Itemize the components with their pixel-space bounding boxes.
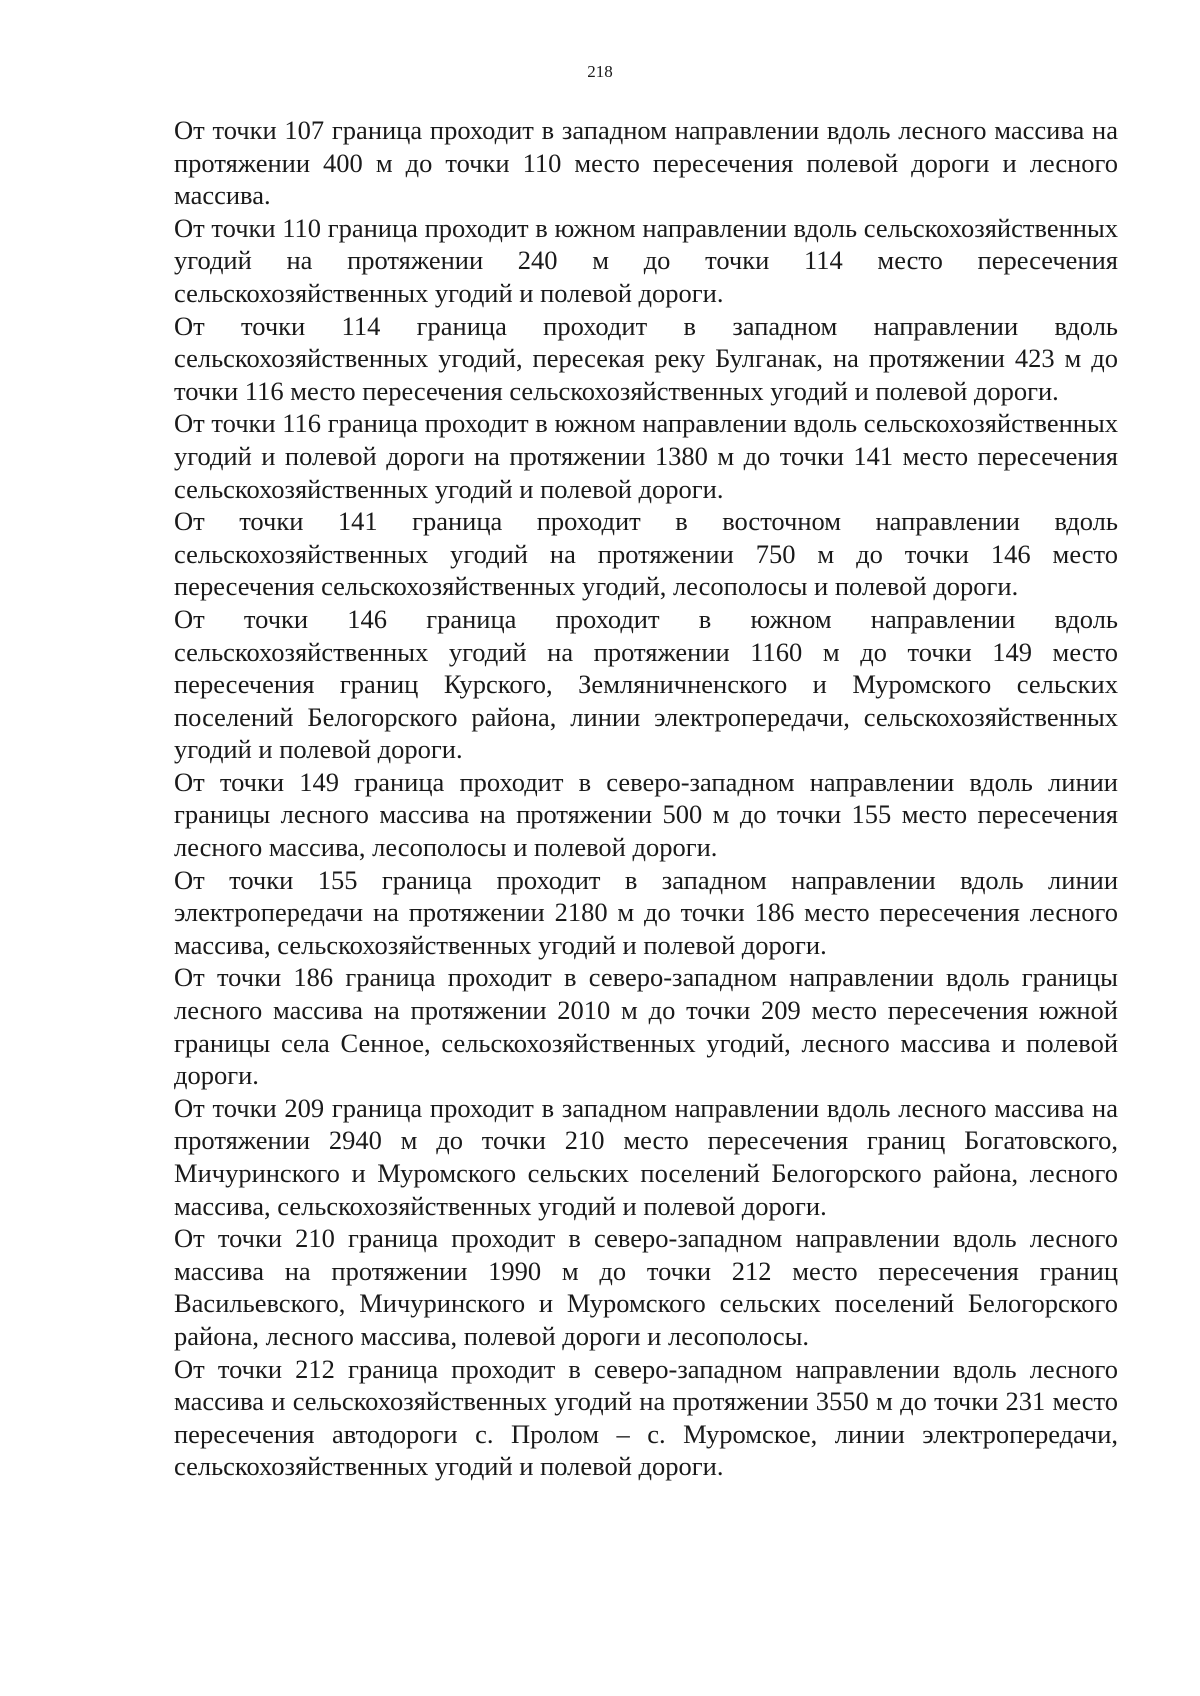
paragraph: От точки 110 граница проходит в южном направлении вдоль сельскохозяйственных угодий на протяжении 240 м до точки 114 место пересечения сельскохозяйственных угодий и полевой дороги.	[174, 212, 1118, 308]
paragraph: От точки 209 граница проходит в западном направлении вдоль лесного массива на протяжении 2940 м до точки 210 место пересечения границ Богатовского, Мичуринского и Муромского сельских поселений Белогорского района, лесного массива, сельскохозяйственных угодий и полевой дороги.	[174, 1092, 1118, 1221]
paragraph: От точки 212 граница проходит в северо-западном направлении вдоль лесного массива и сельскохозяйственных угодий на протяжении 3550 м до точки 231 место пересечения автодороги с. Пролом – с. Муромское, линии электропередачи, сельскохозяйственных угодий и полевой дороги.	[174, 1353, 1118, 1482]
paragraph: От точки 107 граница проходит в западном направлении вдоль лесного массива на протяжении 400 м до точки 110 место пересечения полевой дороги и лесного массива.	[174, 115, 1118, 211]
page-number: 218	[587, 62, 613, 81]
paragraph: От точки 210 граница проходит в северо-западном направлении вдоль лесного массива на протяжении 1990 м до точки 212 место пересечения границ Васильевского, Мичуринского и Муромского сельских поселений Белогорского района, лесного массива, полевой дороги и лесополосы.	[174, 1223, 1118, 1351]
paragraph: От точки 186 граница проходит в северо-западном направлении вдоль границы лесного массива на протяжении 2010 м до точки 209 место пересечения южной границы села Сенное, сельскохозяйственных угодий, лесного массива и полевой дороги.	[174, 962, 1118, 1091]
paragraph: От точки 155 граница проходит в западном направлении вдоль линии электропередачи на протяжении 2180 м до точки 186 место пересечения лесного массива, сельскохозяйственных угодий и полевой дороги.	[174, 864, 1118, 960]
paragraph: От точки 149 граница проходит в северо-западном направлении вдоль линии границы лесного массива на протяжении 500 м до точки 155 место пересечения лесного массива, лесополосы и полевой дороги.	[174, 766, 1118, 863]
paragraph: От точки 114 граница проходит в западном направлении вдоль сельскохозяйственных угодий, пересекая реку Булганак, на протяжении 423 м до точки 116 место пересечения сельскохозяйственных угодий и полевой дороги.	[174, 310, 1118, 406]
paragraph: От точки 146 граница проходит в южном направлении вдоль сельскохозяйственных угодий на протяжении 1160 м до точки 149 место пересечения границ Курского, Земляничненского и Муромского сельских поселений Белогорского района, линии электропередачи, сельскохозяйственных угодий и полевой дороги.	[174, 603, 1118, 765]
paragraph: От точки 116 граница проходит в южном направлении вдоль сельскохозяйственных угодий и полевой дороги на протяжении 1380 м до точки 141 место пересечения сельскохозяйственных угодий и полевой дороги.	[174, 408, 1118, 504]
paragraph: От точки 141 граница проходит в восточном направлении вдоль сельскохозяйственных угодий на протяжении 750 м до точки 146 место пересечения сельскохозяйственных угодий, лесополосы и полевой дороги.	[174, 506, 1118, 602]
document-body	[174, 114, 1118, 1483]
